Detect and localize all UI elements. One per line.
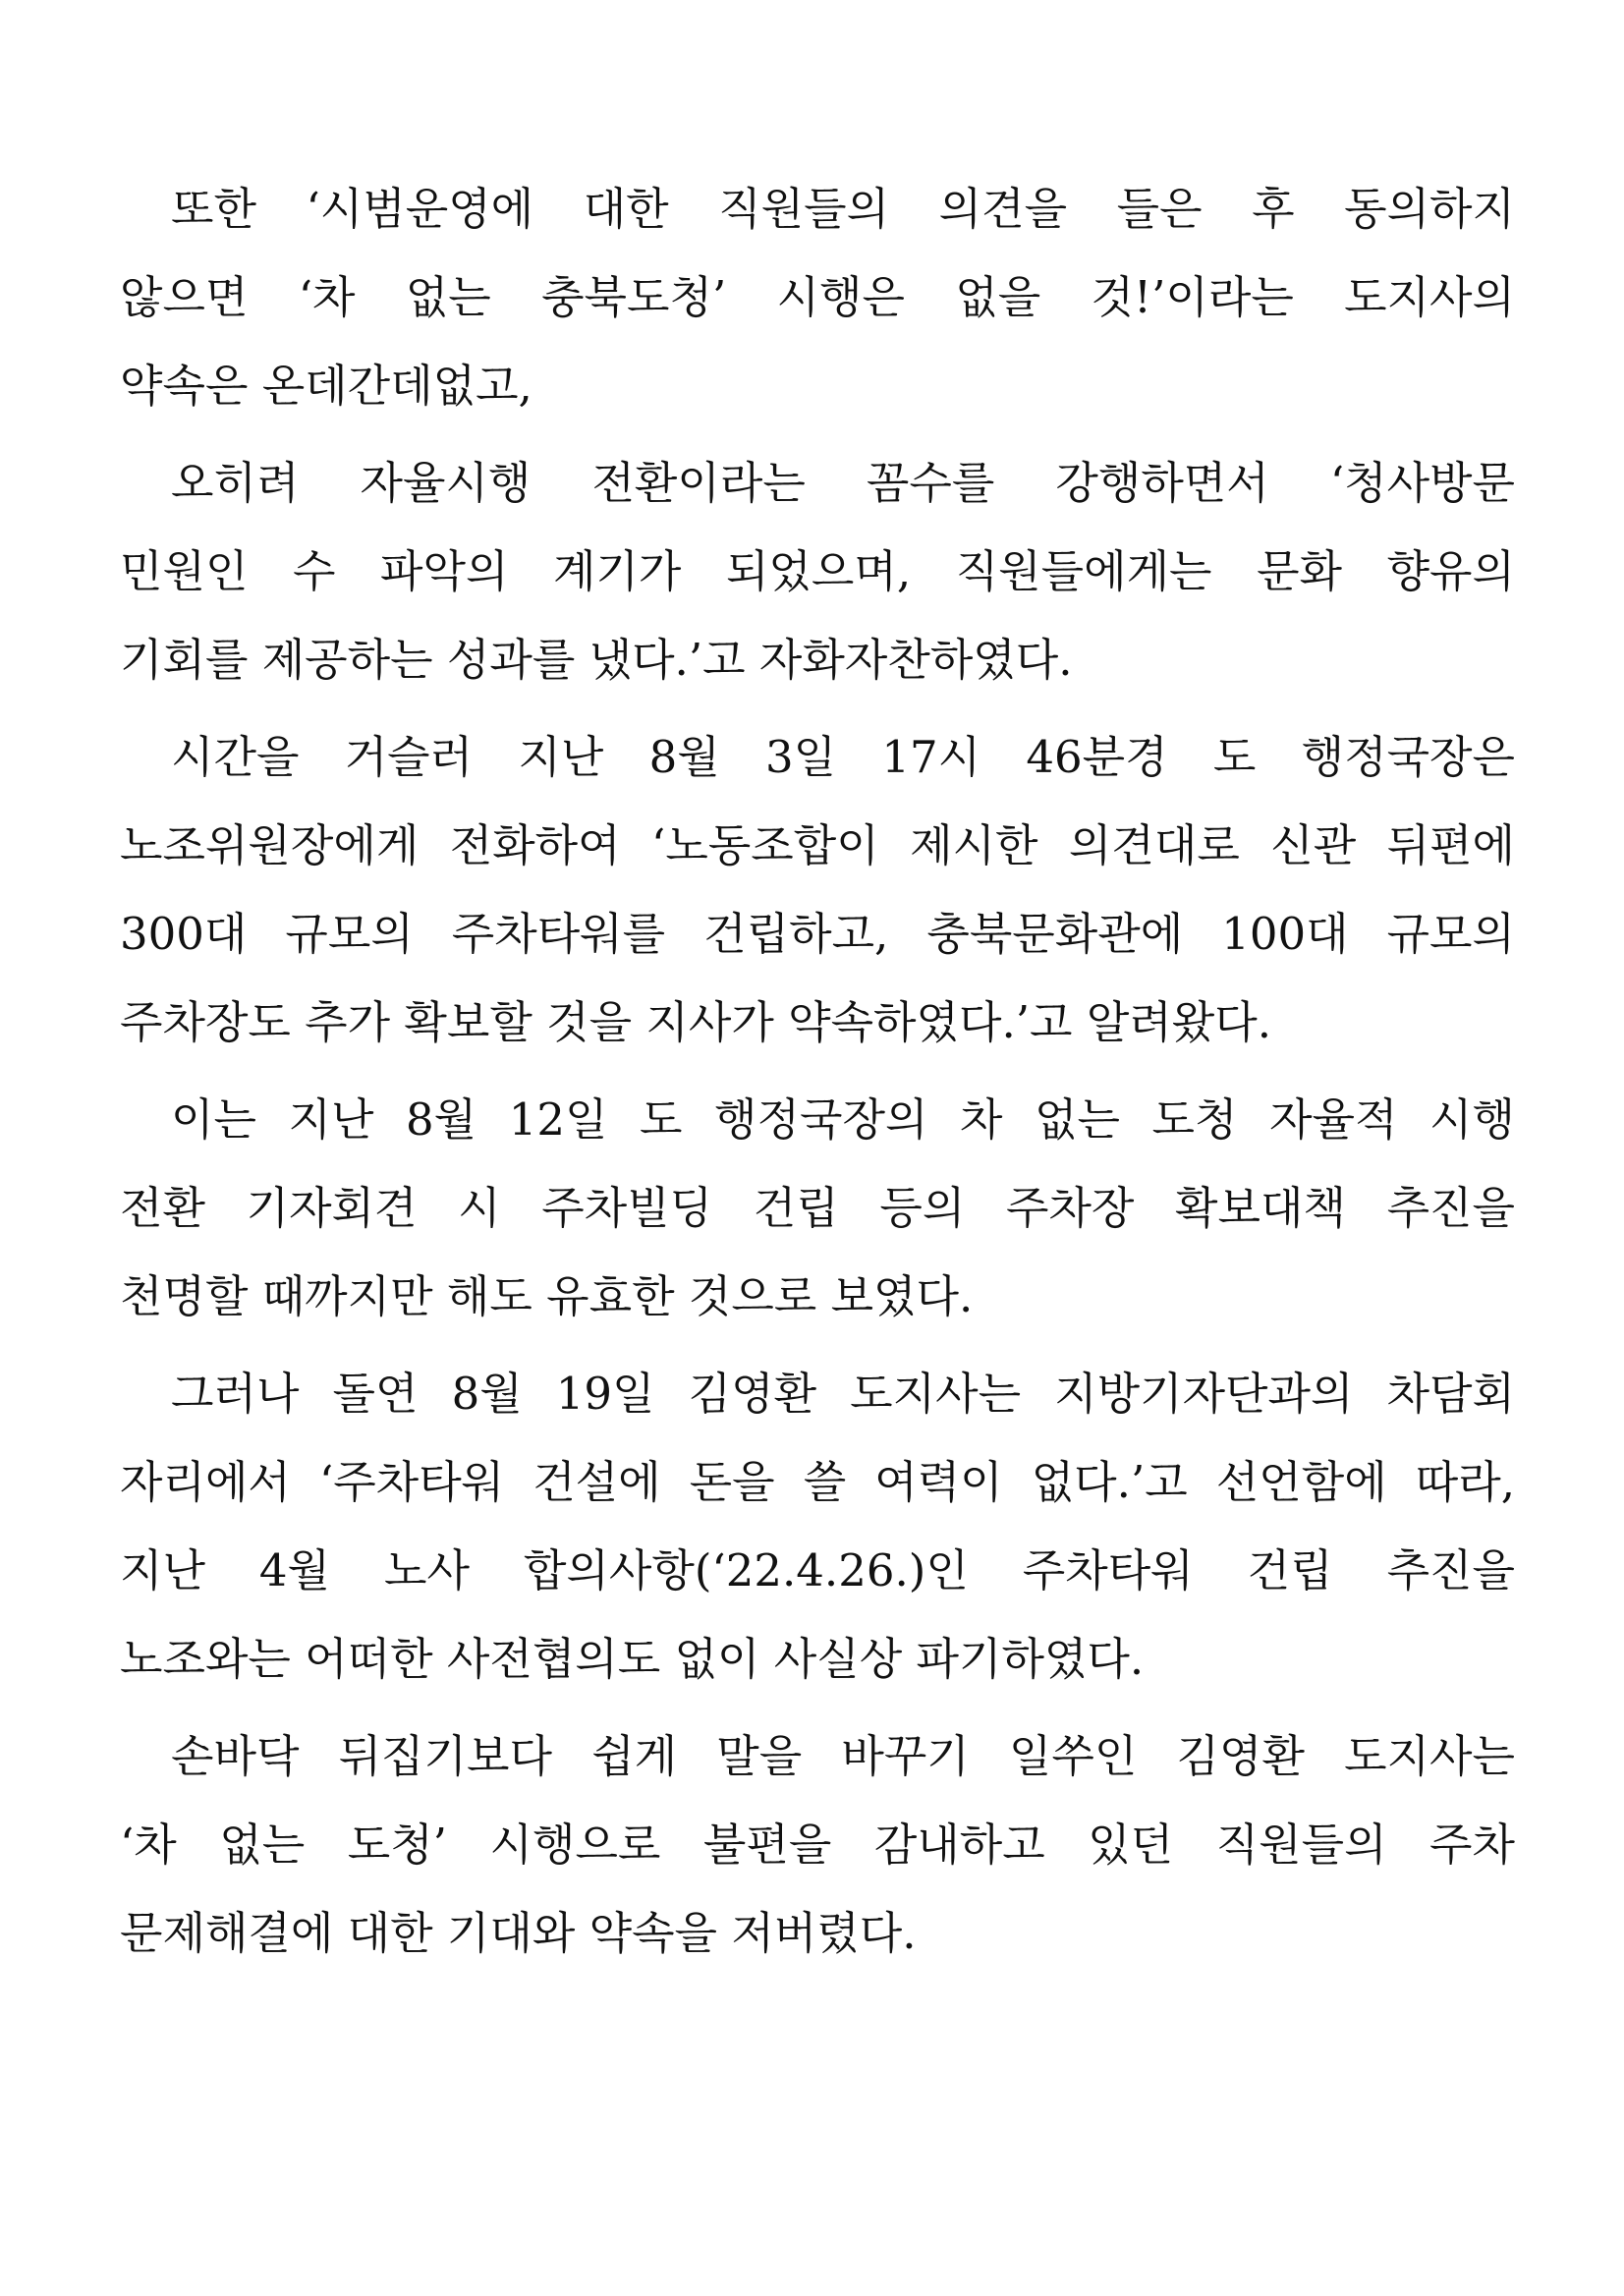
- paragraph-3: [120, 729, 1515, 1050]
- paragraph-line: 300대 규모의 주차타워를 건립하고, 충북문화관에 100대 규모의: [120, 908, 1515, 960]
- paragraph-line: ‘차 없는 도청’ 시행으로 불편을 감내하고 있던 직원들의 주차: [120, 1819, 1515, 1871]
- paragraph-line: 천명할 때까지만 해도 유효한 것으로 보였다.: [120, 1270, 974, 1322]
- paragraph-2: [120, 455, 1515, 688]
- paragraph-line: 않으면 ‘차 없는 충북도청’ 시행은 없을 것!’이라는 도지사의: [120, 271, 1515, 323]
- paragraph-4: [120, 1092, 1515, 1324]
- paragraph-line: 주차장도 추가 확보할 것을 지사가 약속하였다.’고 알려왔다.: [120, 996, 1272, 1048]
- paragraph-line: 오히려 자율시행 전환이라는 꼼수를 강행하면서 ‘청사방문: [171, 457, 1515, 509]
- paragraph-line: 기회를 제공하는 성과를 냈다.’고 자화자찬하였다.: [120, 634, 1073, 686]
- paragraph-line: 문제해결에 대한 기대와 약속을 저버렸다.: [120, 1907, 917, 1959]
- paragraph-line: 약속은 온데간데없고,: [120, 360, 532, 412]
- paragraph-line: 손바닥 뒤집기보다 쉽게 말을 바꾸기 일쑤인 김영환 도지사는: [171, 1730, 1515, 1782]
- document-body: [120, 181, 1515, 2002]
- paragraph-line: 시간을 거슬러 지난 8월 3일 17시 46분경 도 행정국장은: [171, 731, 1515, 783]
- paragraph-5: [120, 1366, 1515, 1687]
- paragraph-line: 이는 지난 8월 12일 도 행정국장의 차 없는 도청 자율적 시행: [171, 1093, 1515, 1146]
- paragraph-line: 전환 기자회견 시 주차빌딩 건립 등의 주차장 확보대책 추진을: [120, 1182, 1515, 1234]
- paragraph-line: 노조위원장에게 전화하여 ‘노동조합이 제시한 의견대로 신관 뒤편에: [120, 819, 1515, 871]
- paragraph-line: 또한 ‘시범운영에 대한 직원들의 의견을 들은 후 동의하지: [171, 183, 1515, 235]
- paragraph-line: 지난 4월 노사 합의사항(‘22.4.26.)인 주차타워 건립 추진을: [120, 1544, 1515, 1596]
- paragraph-line: 노조와는 어떠한 사전협의도 없이 사실상 파기하였다.: [120, 1633, 1145, 1685]
- paragraph-line: 자리에서 ‘주차타워 건설에 돈을 쓸 여력이 없다.’고 선언함에 따라,: [120, 1456, 1515, 1508]
- paragraph-1: [120, 181, 1515, 414]
- paragraph-6: [120, 1728, 1515, 1961]
- paragraph-line: 민원인 수 파악의 계기가 되었으며, 직원들에게는 문화 향유의: [120, 545, 1515, 597]
- paragraph-line: 그러나 돌연 8월 19일 김영환 도지사는 지방기자단과의 차담회: [171, 1368, 1515, 1420]
